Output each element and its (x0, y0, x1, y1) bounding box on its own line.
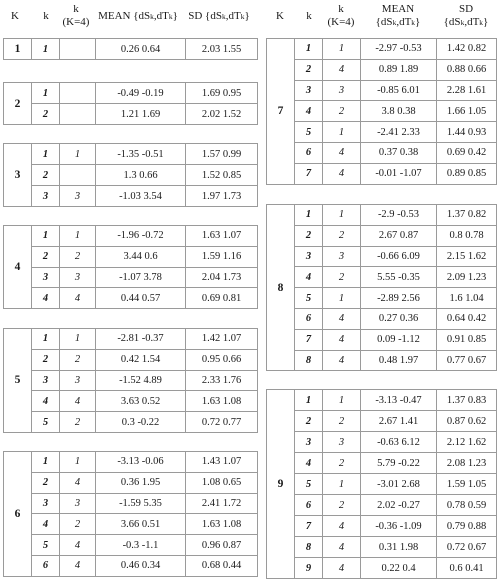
sd-cell: 2.09 1.23 (437, 267, 497, 288)
cluster-index-k: 1 (295, 205, 323, 226)
cluster-index-k4: 4 (60, 555, 96, 576)
mean-cell: -2.89 2.56 (361, 288, 437, 309)
cluster-index-k4: 4 (323, 350, 361, 371)
cluster-index-k: 4 (32, 514, 60, 535)
header-k-label: k (306, 10, 312, 22)
table-row (267, 225, 497, 246)
sd-cell: 1.63 1.08 (186, 514, 258, 535)
sd-cell: 0.89 0.85 (437, 163, 497, 184)
table-row (267, 288, 497, 309)
sd-cell: 2.02 1.52 (186, 104, 258, 125)
cluster-count-K: 7 (267, 39, 295, 185)
cluster-index-k4: 2 (323, 495, 361, 516)
cluster-index-k4: 4 (60, 288, 96, 309)
sd-cell: 1.66 1.05 (437, 101, 497, 122)
sd-cell: 1.59 1.05 (437, 474, 497, 495)
mean-cell: 0.44 0.57 (96, 288, 186, 309)
sd-cell: 1.42 1.07 (186, 329, 258, 350)
mean-cell: 0.09 -1.12 (361, 329, 437, 350)
table-row (267, 411, 497, 432)
cluster-index-k4 (60, 104, 96, 125)
cluster-index-k4: 3 (323, 80, 361, 101)
cluster-index-k: 1 (295, 390, 323, 411)
table-row (4, 329, 258, 350)
right-header-sd (436, 0, 496, 42)
left-header-k (33, 0, 59, 42)
mean-cell: 5.55 -0.35 (361, 267, 437, 288)
cluster-index-k4: 3 (60, 267, 96, 288)
cluster-index-k: 7 (295, 516, 323, 537)
mean-cell: -3.01 2.68 (361, 474, 437, 495)
cluster-index-k: 3 (32, 370, 60, 391)
group-table-K2 (3, 82, 258, 125)
mean-cell: 1.3 0.66 (96, 165, 186, 186)
mean-cell: 2.67 1.41 (361, 411, 437, 432)
header-mean-label: MEAN {dSk,dTk} (375, 3, 421, 28)
cluster-index-k4: 2 (323, 101, 361, 122)
table-row (267, 39, 497, 60)
table-row (267, 432, 497, 453)
sd-cell: 0.88 0.66 (437, 59, 497, 80)
cluster-index-k: 9 (295, 558, 323, 579)
cluster-count-K: 2 (4, 83, 32, 125)
mean-cell: -0.36 -1.09 (361, 516, 437, 537)
cluster-index-k: 2 (32, 472, 60, 493)
sd-cell: 0.79 0.88 (437, 516, 497, 537)
cluster-index-k4: 4 (323, 308, 361, 329)
cluster-index-k4 (60, 39, 96, 60)
mean-cell: 2.67 0.87 (361, 225, 437, 246)
table-row (4, 165, 258, 186)
mean-cell: -0.85 6.01 (361, 80, 437, 101)
right-header-k4 (322, 0, 360, 42)
cluster-count-K: 5 (4, 329, 32, 433)
mean-cell: 3.8 0.38 (361, 101, 437, 122)
sd-cell: 0.95 0.66 (186, 349, 258, 370)
cluster-index-k4: 2 (323, 225, 361, 246)
sd-cell: 1.57 0.99 (186, 144, 258, 165)
cluster-index-k: 5 (295, 474, 323, 495)
sd-cell: 2.28 1.61 (437, 80, 497, 101)
cluster-index-k: 2 (295, 59, 323, 80)
mean-cell: -1.03 3.54 (96, 186, 186, 207)
cluster-index-k4: 1 (323, 390, 361, 411)
mean-cell: 0.42 1.54 (96, 349, 186, 370)
cluster-index-k: 4 (32, 391, 60, 412)
table-row (4, 39, 258, 60)
table-row (4, 288, 258, 309)
cluster-index-k4: 4 (60, 391, 96, 412)
cluster-index-k4: 1 (323, 474, 361, 495)
table-row (267, 122, 497, 143)
left-header-sd (183, 0, 255, 42)
cluster-index-k4: 4 (60, 535, 96, 556)
table-row (267, 267, 497, 288)
mean-cell: -0.66 6.09 (361, 246, 437, 267)
sd-cell: 1.63 1.07 (186, 226, 258, 247)
right-header-K (266, 0, 294, 42)
table-row (267, 558, 497, 579)
mean-cell: 0.3 -0.22 (96, 412, 186, 433)
mean-cell: 0.22 0.4 (361, 558, 437, 579)
sd-cell: 2.04 1.73 (186, 267, 258, 288)
group-table-K1 (3, 38, 258, 60)
table-row (4, 349, 258, 370)
cluster-index-k: 6 (295, 495, 323, 516)
mean-cell: -1.59 5.35 (96, 493, 186, 514)
cluster-index-k4: 4 (323, 329, 361, 350)
sd-cell: 1.59 1.16 (186, 246, 258, 267)
sd-cell: 2.12 1.62 (437, 432, 497, 453)
table-row (4, 452, 258, 473)
cluster-index-k4: 3 (323, 432, 361, 453)
header-mean-label: MEAN {dSk,dTk} (98, 10, 178, 22)
cluster-index-k: 2 (295, 225, 323, 246)
sd-cell: 0.72 0.67 (437, 537, 497, 558)
sd-cell: 0.69 0.42 (437, 142, 497, 163)
cluster-index-k: 1 (32, 144, 60, 165)
cluster-index-k4: 2 (323, 453, 361, 474)
sd-cell: 0.69 0.81 (186, 288, 258, 309)
table-row (267, 308, 497, 329)
right-header-mean (360, 0, 436, 42)
header-K-label: K (276, 10, 284, 22)
sd-cell: 1.43 1.07 (186, 452, 258, 473)
cluster-index-k: 6 (295, 308, 323, 329)
sd-cell: 0.91 0.85 (437, 329, 497, 350)
cluster-count-K: 6 (4, 452, 32, 577)
cluster-index-k: 4 (295, 453, 323, 474)
cluster-index-k4: 1 (323, 122, 361, 143)
left-header-k4 (59, 0, 93, 42)
cluster-index-k4: 4 (323, 59, 361, 80)
cluster-index-k4: 1 (60, 329, 96, 350)
mean-cell: 0.27 0.36 (361, 308, 437, 329)
cluster-index-k4: 1 (60, 144, 96, 165)
table-row (4, 535, 258, 556)
cluster-count-K: 9 (267, 390, 295, 579)
cluster-index-k4: 1 (60, 452, 96, 473)
table-row (267, 205, 497, 226)
mean-cell: -0.63 6.12 (361, 432, 437, 453)
table-row (267, 246, 497, 267)
mean-cell: -1.35 -0.51 (96, 144, 186, 165)
cluster-index-k: 2 (32, 246, 60, 267)
left-header-mean (93, 0, 183, 42)
header-k-label: k (43, 10, 49, 22)
cluster-index-k: 1 (32, 226, 60, 247)
sd-cell: 1.42 0.82 (437, 39, 497, 60)
group-table-K8 (266, 204, 497, 371)
sd-cell: 0.72 0.77 (186, 412, 258, 433)
table-row (267, 80, 497, 101)
cluster-index-k: 1 (32, 329, 60, 350)
sd-cell: 1.37 0.83 (437, 390, 497, 411)
mean-cell: 0.46 0.34 (96, 555, 186, 576)
cluster-index-k4: 4 (323, 163, 361, 184)
sd-cell: 1.44 0.93 (437, 122, 497, 143)
table-row (4, 144, 258, 165)
mean-cell: 0.36 1.95 (96, 472, 186, 493)
cluster-index-k: 2 (32, 165, 60, 186)
table-row (267, 101, 497, 122)
table-row (4, 370, 258, 391)
mean-cell: 5.79 -0.22 (361, 453, 437, 474)
cluster-index-k: 2 (295, 411, 323, 432)
cluster-index-k4: 2 (60, 514, 96, 535)
cluster-index-k4: 4 (60, 472, 96, 493)
cluster-index-k4 (60, 83, 96, 104)
sd-cell: 0.68 0.44 (186, 555, 258, 576)
cluster-index-k: 8 (295, 537, 323, 558)
cluster-index-k: 1 (32, 452, 60, 473)
cluster-index-k4: 1 (323, 205, 361, 226)
table-row (4, 104, 258, 125)
mean-cell: -3.13 -0.06 (96, 452, 186, 473)
table-row (267, 350, 497, 371)
header-K-label: K (11, 10, 19, 22)
sd-cell: 2.41 1.72 (186, 493, 258, 514)
cluster-index-k4: 3 (60, 370, 96, 391)
table-row (267, 516, 497, 537)
cluster-index-k: 1 (32, 39, 60, 60)
mean-cell: 3.66 0.51 (96, 514, 186, 535)
table-row (267, 59, 497, 80)
header-k4-label: k (K=4) (327, 3, 355, 28)
table-row (4, 514, 258, 535)
cluster-index-k: 6 (295, 142, 323, 163)
left-header-K (3, 0, 27, 42)
mean-cell: -0.01 -1.07 (361, 163, 437, 184)
table-row (267, 142, 497, 163)
sd-cell: 2.15 1.62 (437, 246, 497, 267)
mean-cell: 0.26 0.64 (96, 39, 186, 60)
right-header-k (296, 0, 322, 42)
mean-cell: 2.02 -0.27 (361, 495, 437, 516)
sd-cell: 1.69 0.95 (186, 83, 258, 104)
table-row (4, 391, 258, 412)
sd-cell: 0.64 0.42 (437, 308, 497, 329)
cluster-index-k: 3 (295, 432, 323, 453)
group-table-K6 (3, 451, 258, 577)
sd-cell: 0.96 0.87 (186, 535, 258, 556)
table-row (4, 412, 258, 433)
cluster-index-k4: 2 (60, 246, 96, 267)
cluster-count-K: 4 (4, 226, 32, 309)
sd-cell: 2.03 1.55 (186, 39, 258, 60)
table-row (4, 226, 258, 247)
cluster-index-k4: 2 (323, 267, 361, 288)
sd-cell: 1.37 0.82 (437, 205, 497, 226)
cluster-index-k4: 4 (323, 142, 361, 163)
mean-cell: -1.52 4.89 (96, 370, 186, 391)
table-row (4, 555, 258, 576)
mean-cell: 3.44 0.6 (96, 246, 186, 267)
mean-cell: -1.07 3.78 (96, 267, 186, 288)
cluster-index-k: 1 (295, 39, 323, 60)
cluster-index-k: 3 (32, 186, 60, 207)
cluster-index-k: 5 (32, 412, 60, 433)
cluster-index-k4: 3 (323, 246, 361, 267)
cluster-count-K: 8 (267, 205, 295, 371)
group-table-K3 (3, 143, 258, 207)
table-row (4, 83, 258, 104)
mean-cell: 3.63 0.52 (96, 391, 186, 412)
cluster-index-k4: 1 (323, 288, 361, 309)
cluster-index-k: 7 (295, 329, 323, 350)
mean-cell: -0.49 -0.19 (96, 83, 186, 104)
cluster-index-k: 6 (32, 555, 60, 576)
table-row (4, 493, 258, 514)
cluster-index-k: 8 (295, 350, 323, 371)
cluster-index-k4: 1 (60, 226, 96, 247)
table-row (267, 453, 497, 474)
cluster-index-k4: 2 (60, 412, 96, 433)
cluster-count-K: 1 (4, 39, 32, 60)
cluster-index-k: 3 (32, 493, 60, 514)
mean-cell: -2.81 -0.37 (96, 329, 186, 350)
mean-cell: -1.96 -0.72 (96, 226, 186, 247)
group-table-K5 (3, 328, 258, 433)
cluster-index-k4: 2 (323, 411, 361, 432)
sd-cell: 0.77 0.67 (437, 350, 497, 371)
mean-cell: 0.37 0.38 (361, 142, 437, 163)
table-row (267, 390, 497, 411)
table-row (267, 495, 497, 516)
cluster-index-k: 2 (32, 104, 60, 125)
cluster-index-k: 5 (295, 122, 323, 143)
cluster-index-k: 4 (32, 288, 60, 309)
sd-cell: 2.08 1.23 (437, 453, 497, 474)
cluster-index-k4: 4 (323, 537, 361, 558)
cluster-index-k: 5 (32, 535, 60, 556)
sd-cell: 1.63 1.08 (186, 391, 258, 412)
cluster-index-k: 7 (295, 163, 323, 184)
mean-cell: 0.48 1.97 (361, 350, 437, 371)
cluster-index-k: 4 (295, 101, 323, 122)
table-row (4, 186, 258, 207)
mean-cell: -3.13 -0.47 (361, 390, 437, 411)
cluster-index-k4: 4 (323, 558, 361, 579)
cluster-index-k: 4 (295, 267, 323, 288)
mean-cell: -2.9 -0.53 (361, 205, 437, 226)
mean-cell: 0.31 1.98 (361, 537, 437, 558)
cluster-index-k: 3 (32, 267, 60, 288)
table-row (267, 474, 497, 495)
header-sd-label: SD {dSk,dTk} (188, 10, 250, 22)
mean-cell: 1.21 1.69 (96, 104, 186, 125)
cluster-index-k4: 2 (60, 349, 96, 370)
cluster-index-k4: 1 (323, 39, 361, 60)
mean-cell: 0.89 1.89 (361, 59, 437, 80)
cluster-index-k4: 4 (323, 516, 361, 537)
group-table-K7 (266, 38, 497, 185)
sd-cell: 1.97 1.73 (186, 186, 258, 207)
cluster-index-k4: 3 (60, 493, 96, 514)
cluster-index-k: 3 (295, 246, 323, 267)
mean-cell: -2.97 -0.53 (361, 39, 437, 60)
sd-cell: 1.08 0.65 (186, 472, 258, 493)
header-k4-label: k (K=4) (62, 3, 90, 28)
table-row (267, 329, 497, 350)
sd-cell: 2.33 1.76 (186, 370, 258, 391)
cluster-index-k4: 3 (60, 186, 96, 207)
cluster-count-K: 3 (4, 144, 32, 207)
cluster-index-k4 (60, 165, 96, 186)
table-row (4, 267, 258, 288)
sd-cell: 0.8 0.78 (437, 225, 497, 246)
group-table-K9 (266, 389, 497, 579)
cluster-index-k: 5 (295, 288, 323, 309)
mean-cell: -2.41 2.33 (361, 122, 437, 143)
mean-cell: -0.3 -1.1 (96, 535, 186, 556)
table-row (4, 472, 258, 493)
header-sd-label: SD {dSk,dTk} (443, 3, 489, 28)
group-table-K4 (3, 225, 258, 309)
table-row (267, 163, 497, 184)
sd-cell: 0.78 0.59 (437, 495, 497, 516)
sd-cell: 0.6 0.41 (437, 558, 497, 579)
cluster-index-k: 2 (32, 349, 60, 370)
sd-cell: 1.52 0.85 (186, 165, 258, 186)
sd-cell: 1.6 1.04 (437, 288, 497, 309)
cluster-index-k: 3 (295, 80, 323, 101)
table-row (267, 537, 497, 558)
cluster-index-k: 1 (32, 83, 60, 104)
sd-cell: 0.87 0.62 (437, 411, 497, 432)
table-row (4, 246, 258, 267)
